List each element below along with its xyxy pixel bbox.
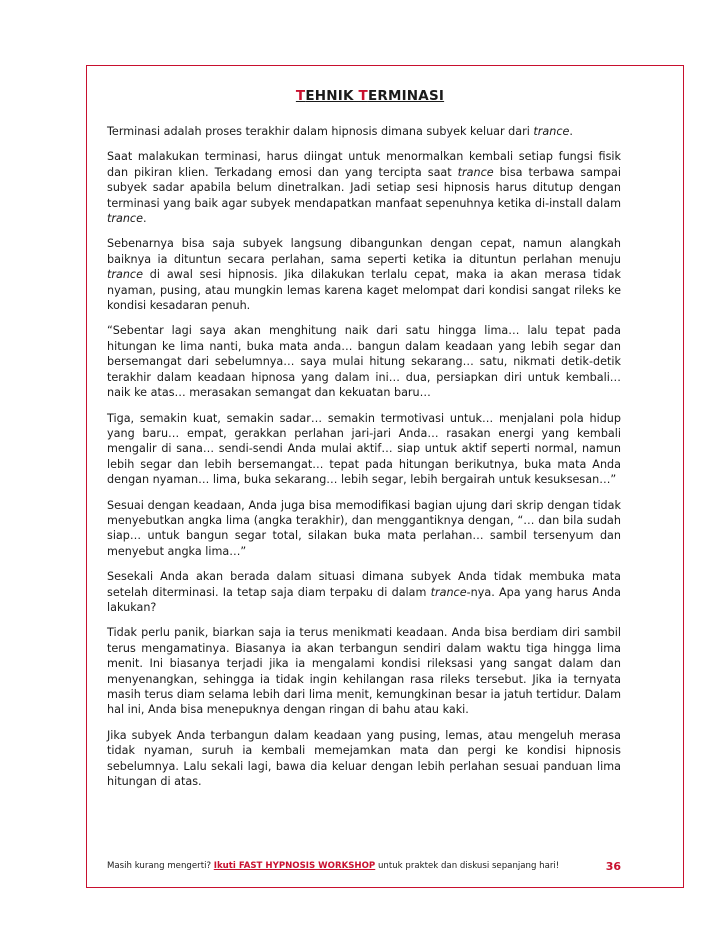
paragraph-3: Sebenarnya bisa saja subyek langsung dibangunkan dengan cepat, namun alangkah baiknya ia dituntun secara perlahan, sama seperti ketika ia dituntun perlahan menuju trance di awal sesi hipnosis. Jika dilakukan terlalu cepat, maka ia akan merasa tidak nyaman, pusing, atau mungkin lemas karena kaget melompat dari kondisi sangat rileks ke kondisi kesadaran penuh. xyxy=(107,237,621,313)
footer-text: Masih kurang mengerti? xyxy=(107,861,214,871)
page-number: 36 xyxy=(605,860,621,873)
paragraph-6: Sesuai dengan keadaan, Anda juga bisa memodifikasi bagian ujung dari skrip dengan tidak menyebutkan angka lima (angka terakhir), dan menggantiknya dengan, “… dan bila sudah siap… untuk bangun segar total, silakan buka mata perlahan… sambil tersenyum dan menyebut angka lima…” xyxy=(107,498,621,558)
paragraph-1: Terminasi adalah proses terakhir dalam hipnosis dimana subyek keluar dari trance. xyxy=(107,125,573,138)
paragraph-7: Sesekali Anda akan berada dalam situasi dimana subyek Anda tidak membuka mata setelah diterminasi. Ia tetap saja diam terpaku di dalam trance-nya. Apa yang harus Anda lakukan? xyxy=(107,570,621,614)
workshop-link[interactable]: Ikuti FAST HYPNOSIS WORKSHOP xyxy=(213,861,376,871)
paragraph-9: Jika subyek Anda terbangun dalam keadaan yang pusing, lemas, atau mengeluh merasa tidak nyaman, suruh ia kembali memejamkan mata dan pergi ke kondisi hipnosis sebelumnya. Lalu sekali lagi, bawa dia keluar dengan lebih perlahan sesuai panduan lima hitungan di atas. xyxy=(107,728,621,789)
page-title: TEHNIK TERMINASI xyxy=(295,88,445,104)
paragraph-5-script: Tiga, semakin kuat, semakin sadar… semakin termotivasi untuk… menjalani pola hidup yang baru… empat, gerakkan perlahan jari-jari Anda… rasakan energi yang kembali mengalir di sana… sendi-sendi Anda mulai aktif… siap untuk aktif seperti normal, namun lebih segar dan lebih bersemangat… tepat pada hitungan berikutnya, buka mata Anda dengan nyaman… lima, buka sekarang… lebih segar, lebih bergairah untuk kesuksesan…” xyxy=(107,411,621,487)
page-footer xyxy=(107,861,621,881)
document-body xyxy=(107,88,621,799)
paragraph-2: Saat malakukan terminasi, harus diingat untuk menormalkan kembali setiap fungsi fisik dan pikiran klien. Terkadang emosi dan yang tercipta saat trance bisa terbawa sampai subyek sadar apabila belum dinetralkan. Jadi setiap sesi hipnosis harus ditutup dengan terminasi yang baik agar subyek mendapatkan manfaat sepenuhnya ketika di-install dalam trance. xyxy=(107,150,621,226)
paragraph-4-script: “Sebentar lagi saya akan menghitung naik dari satu hingga lima… lalu tepat pada hitungan ke lima nanti, buka mata anda… bangun dalam keadaan yang lebih segar dan bersemangat dari sebelumnya… saya mulai hitung sekarang… satu, nikmati detik-detik terakhir dalam keadaan hipnosa yang dalam ini… dua, persiapkan diri untuk kembali… naik ke atas… merasakan semangat dan kekuatan baru… xyxy=(107,324,621,400)
paragraph-8: Tidak perlu panik, biarkan saja ia terus menikmati keadaan. Anda bisa berdiam diri sambil terus mengamatinya. Biasanya ia akan terbangun sendiri dalam waktu tiga hingga lima menit. Ini biasanya terjadi jika ia mengalami kondisi rileksasi yang sangat dalam dan menyenangkan, sehingga ia tidak ingin kehilangan rasa rileks tersebut. Jika ia ternyata masih terus diam selama lebih dari lima menit, kemungkinan besar ia jatuh tertidur. Dalam hal ini, Anda bisa menepuknya dengan ringan di bahu atau kaki. xyxy=(107,626,621,717)
footer-text-suffix: untuk praktek dan diskusi sepanjang hari! xyxy=(375,861,560,871)
